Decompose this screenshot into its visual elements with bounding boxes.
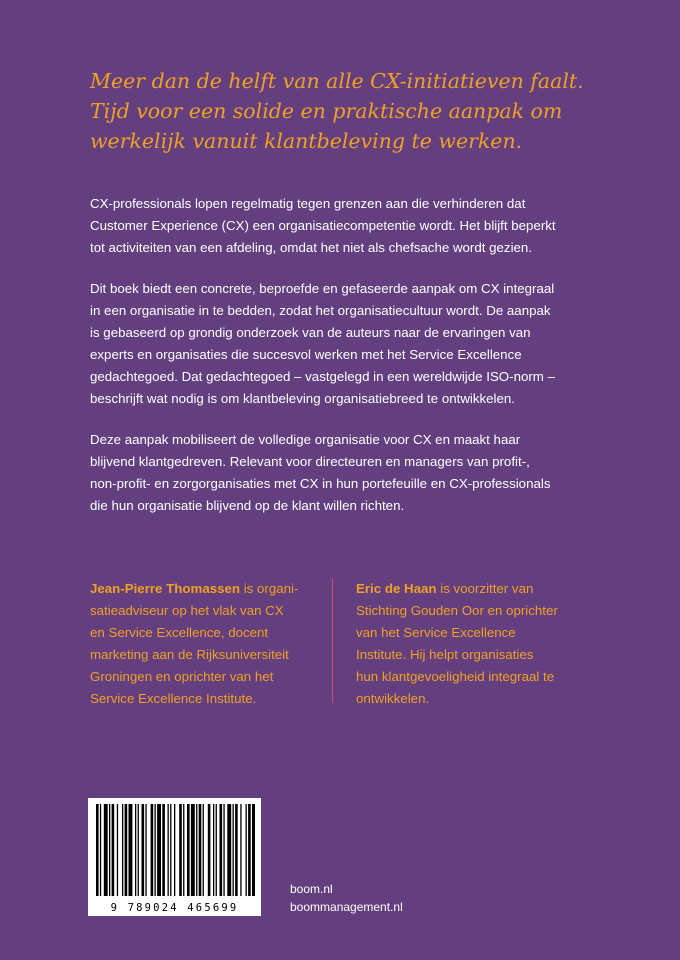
text-line: is gebaseerd op grondig onderzoek van de auteurs naar de ervaringen van [90, 325, 531, 340]
tagline-line: werkelijk vanuit klantbeleving te werken. [90, 129, 523, 153]
publisher-urls [290, 880, 403, 916]
author-name: Jean-Pierre Thomassen [90, 581, 241, 596]
description [90, 193, 630, 536]
description-paragraph [90, 429, 630, 517]
author-text-line: Groningen en oprichter van het [90, 669, 274, 684]
publisher-link[interactable]: boom.nl [290, 882, 333, 896]
tagline-line: Tijd voor een solide en praktische aanpak om [90, 99, 563, 123]
text-line: experts en organisaties die succesvol werken met het Service Excellence [90, 347, 522, 362]
author-text-line: Institute. Hij helpt organisaties [356, 647, 534, 662]
text-line: beschrijft wat nodig is om klantbeleving organisatiebreed te ontwikkelen. [90, 391, 516, 406]
author-text-line: ontwikkelen. [356, 691, 430, 706]
publisher-link[interactable]: boommanagement.nl [290, 900, 403, 914]
description-paragraph [90, 193, 630, 259]
text-line: Dit boek biedt een concrete, beproefde en gefaseerde aanpak om CX integraal [90, 281, 555, 296]
author-text-line: en Service Excellence, docent [90, 625, 269, 640]
tagline [90, 66, 650, 156]
author-text-line: van het Service Excellence [356, 625, 516, 640]
text-line: CX-professionals lopen regelmatig tegen grenzen aan die verhinderen dat [90, 196, 526, 211]
author-text: is voorzitter van [436, 581, 534, 596]
description-paragraph [90, 278, 630, 410]
tagline-line: Meer dan de helft van alle CX-initiatieven faalt. [90, 69, 584, 93]
author-first-line [356, 578, 596, 600]
author-text-line: Service Excellence Institute. [90, 691, 257, 706]
author-bio-thomassen [90, 578, 315, 710]
author-text: is organi- [240, 581, 299, 596]
text-line: tot activiteiten van een afdeling, omdat het niet als chefsache wordt gezien. [90, 240, 533, 255]
isbn-barcode [88, 798, 261, 916]
text-line: gedachtegoed. Dat gedachtegoed – vastgelegd in een wereldwijde ISO-norm – [90, 369, 555, 384]
text-line: in een organisatie in te bedden, zodat het organisatiecultuur wordt. De aanpak [90, 303, 551, 318]
isbn-number: 9 789024 465699 [110, 902, 239, 914]
text-line: non-profit- en zorgorganisaties met CX in hun portefeuille en CX-professionals [90, 476, 551, 491]
author-text-line: marketing aan de Rijksuniversiteit [90, 647, 289, 662]
author-text-line: Stichting Gouden Oor en oprichter [356, 603, 558, 618]
text-line: Deze aanpak mobiliseert de volledige organisatie voor CX en maakt haar [90, 432, 521, 447]
text-line: blijvend klantgedreven. Relevant voor directeuren en managers van profit-, [90, 454, 530, 469]
text-line: die hun organisatie blijvend op de klant willen richten. [90, 498, 405, 513]
author-name: Eric de Haan [356, 581, 437, 596]
text-line: Customer Experience (CX) een organisatiecompetentie wordt. Het blijft beperkt [90, 218, 556, 233]
author-text-line: hun klantgevoeligheid integraal te [356, 669, 555, 684]
column-divider [332, 578, 333, 703]
author-text-line: satieadviseur op het vlak van CX [90, 603, 284, 618]
barcode-bars [94, 804, 255, 896]
author-bio-de-haan [356, 578, 596, 710]
author-first-line [90, 578, 315, 600]
